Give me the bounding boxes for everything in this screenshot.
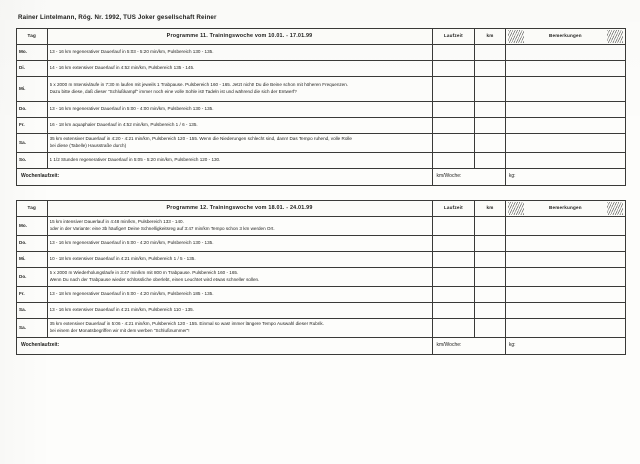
program-cell — [47, 153, 432, 169]
table-body-week-1 — [17, 45, 626, 186]
wochenlaufzeit-label: Wochenlaufzeit: — [17, 338, 433, 355]
program-line: bei einem der Monatsbegriffen wir mit dem werben "Schlußnummer"! — [49, 328, 190, 333]
bemerkungen-cell[interactable] — [505, 134, 625, 153]
bemerkungen-cell[interactable] — [505, 217, 625, 236]
km-cell[interactable] — [475, 268, 506, 287]
week-summary-row — [17, 338, 626, 355]
table-row — [17, 153, 626, 169]
km-cell[interactable] — [475, 102, 506, 118]
program-line: 35 km extensiver Dauerlauf in 5:06 - 4:21 min/km, Pulsbereich 120 - 155. Einmal so was! immer längere Tempo Auswahl dieser Rubrik. — [49, 321, 324, 327]
kg-label[interactable]: kg: — [505, 169, 625, 186]
program-cell — [47, 217, 432, 236]
program-line: Dazu bitte diese, daß dieser "Schlußkampf" immer noch eine volle Sohle ist! Tadeln ist und während die sich der Entwerf? — [49, 89, 297, 94]
program-line: 13 - 16 km regenerativer Dauerlauf in 5:03 - 5:20 min/km, Pulsbereich 130 - 135. — [49, 49, 214, 55]
laufzeit-cell[interactable] — [432, 287, 475, 303]
program-line: Wenn Du nach der Trabpause wieder schlüssliche oberlebt, einen Leuchtet wird etwas schneller sollen. — [49, 277, 260, 282]
laufzeit-cell[interactable] — [432, 134, 475, 153]
column-header-km: km — [475, 29, 506, 45]
km-cell[interactable] — [475, 77, 506, 102]
km-cell[interactable] — [475, 319, 506, 338]
km-cell[interactable] — [475, 236, 506, 252]
hatch-decoration-left-icon — [508, 30, 524, 43]
km-cell[interactable] — [475, 303, 506, 319]
laufzeit-cell[interactable] — [432, 45, 475, 61]
column-header-bemerkungen — [505, 201, 625, 217]
program-line: 1 1/2 Stunden regenerativer Dauerlauf in 5:05 - 5:20 min/km, Pulsbereich 120 - 130. — [49, 157, 221, 163]
km-cell[interactable] — [475, 252, 506, 268]
day-cell: Mi. — [17, 77, 48, 102]
day-cell: Mi. — [17, 252, 48, 268]
program-line: 13 - 16 km regenerativer Dauerlauf in 5:00 - 4:00 min/km, Pulsbereich 130 - 135. — [49, 106, 214, 112]
laufzeit-cell[interactable] — [432, 303, 475, 319]
km-per-week-label[interactable]: km/Woche: — [432, 338, 505, 355]
table-row — [17, 252, 626, 268]
laufzeit-cell[interactable] — [432, 153, 475, 169]
bemerkungen-cell[interactable] — [505, 102, 625, 118]
program-line: 35 km extensiver Dauerlauf in 4:20 - 4:21 min/km, Pulsbereich 120 - 155. Wenn die Niederungen schlecht sind, dann! Das Tempo ruhend, volle Rolle — [49, 136, 352, 142]
column-header-laufzeit: Laufzeit — [432, 201, 475, 217]
column-header-bemerkungen-label: Bemerkungen — [548, 33, 582, 39]
laufzeit-cell[interactable] — [432, 268, 475, 287]
program-line: 5 x 2000 m Wiederholungsläufe in 3:47 min/km mit 800 m Trabpause. Pulsbereich 160 - 165. — [49, 270, 239, 276]
column-header-km: km — [475, 201, 506, 217]
program-cell — [47, 319, 432, 338]
program-cell — [47, 287, 432, 303]
program-cell — [47, 118, 432, 134]
laufzeit-cell[interactable] — [432, 77, 475, 102]
table-row — [17, 236, 626, 252]
day-cell: Mo. — [17, 45, 48, 61]
day-cell: So. — [17, 153, 48, 169]
table-row — [17, 77, 626, 102]
program-cell — [47, 77, 432, 102]
column-header-program: Programme 11. Trainingswoche vom 10.01. - 17.01.99 — [47, 29, 432, 45]
program-line: 14 - 16 km extensiver Dauerlauf in 4:52 min/km, Pulsbereich 135 - 145. — [49, 65, 195, 71]
bemerkungen-cell[interactable] — [505, 236, 625, 252]
table-row — [17, 118, 626, 134]
program-line: 16 - 18 km aquaphaler Dauerlauf in 4:52 min/km, Pulsbereich 1 / 6 - 135. — [49, 122, 198, 128]
km-cell[interactable] — [475, 153, 506, 169]
bemerkungen-cell[interactable] — [505, 118, 625, 134]
day-cell: Sa. — [17, 134, 48, 153]
program-cell — [47, 236, 432, 252]
column-header-bemerkungen-label: Bemerkungen — [548, 205, 582, 211]
table-row — [17, 61, 626, 77]
table-row — [17, 217, 626, 236]
program-line: bei diese (Tabelle) Hausstraße durch) — [49, 143, 127, 148]
km-cell[interactable] — [475, 61, 506, 77]
column-header-day: Tag — [17, 201, 48, 217]
laufzeit-cell[interactable] — [432, 236, 475, 252]
bemerkungen-cell[interactable] — [505, 61, 625, 77]
day-cell: Do. — [17, 102, 48, 118]
laufzeit-cell[interactable] — [432, 252, 475, 268]
laufzeit-cell[interactable] — [432, 102, 475, 118]
bemerkungen-cell[interactable] — [505, 287, 625, 303]
laufzeit-cell[interactable] — [432, 319, 475, 338]
km-cell[interactable] — [475, 134, 506, 153]
bemerkungen-cell[interactable] — [505, 153, 625, 169]
km-cell[interactable] — [475, 45, 506, 61]
program-cell — [47, 268, 432, 287]
day-cell: Di. — [17, 61, 48, 77]
program-cell — [47, 134, 432, 153]
week-summary-row — [17, 169, 626, 186]
table-row — [17, 45, 626, 61]
table-body-week-2 — [17, 217, 626, 355]
hatch-decoration-right-icon — [607, 202, 623, 215]
program-cell — [47, 252, 432, 268]
km-cell[interactable] — [475, 118, 506, 134]
bemerkungen-cell[interactable] — [505, 77, 625, 102]
bemerkungen-cell[interactable] — [505, 319, 625, 338]
day-cell: Do. — [17, 268, 48, 287]
program-line: 5 x 2000 m Intensivläufe in 7:30 m laufen mit jeweils 1 Trabpause. Pulsbereich 160 - 165. Jetzt nicht! Du die Beine schon mit höheren Frequenzen. — [49, 82, 349, 88]
hatch-decoration-left-icon — [508, 202, 524, 215]
day-cell: Fr. — [17, 287, 48, 303]
program-line: 13 - 16 km extensiver Dauerlauf in 4:21 min/km, Pulsbereich 110 - 135. — [49, 307, 194, 313]
program-line: oder in der Variante: eine 3b häufiger! Deine Schnelligkeitsreg auf 3:47 min/km Tempo schon 3 km werden Ort. — [49, 226, 275, 231]
column-header-program: Programme 12. Trainingswoche vom 18.01. - 24.01.99 — [47, 201, 432, 217]
laufzeit-cell[interactable] — [432, 118, 475, 134]
laufzeit-cell[interactable] — [432, 61, 475, 77]
km-per-week-label[interactable]: km/Woche: — [432, 169, 505, 186]
training-week-table-1 — [16, 28, 626, 186]
bemerkungen-cell[interactable] — [505, 303, 625, 319]
day-cell: Sa. — [17, 303, 48, 319]
table-header-row — [17, 29, 626, 45]
kg-label[interactable]: kg: — [505, 338, 625, 355]
program-line: 13 - 18 km regenerativer Dauerlauf in 5:00 - 4:20 min/km, Pulsbereich 185 - 135. — [49, 291, 214, 297]
bemerkungen-cell[interactable] — [505, 45, 625, 61]
training-week-table-2 — [16, 200, 626, 355]
program-cell — [47, 61, 432, 77]
table-row — [17, 102, 626, 118]
day-cell: Mo. — [17, 217, 48, 236]
program-line: 15 km intensiver Dauerlauf in 4:48 min/km, Pulsbereich 133 - 140. — [49, 219, 184, 225]
column-header-laufzeit: Laufzeit — [432, 29, 475, 45]
program-cell — [47, 45, 432, 61]
table-row — [17, 319, 626, 338]
hatch-decoration-right-icon — [607, 30, 623, 43]
program-cell — [47, 102, 432, 118]
table-row — [17, 134, 626, 153]
km-cell[interactable] — [475, 217, 506, 236]
document-header: Rainer Lintelmann, Rög. Nr. 1992, TUS Joker gesellschaft Reiner — [18, 14, 217, 21]
column-header-bemerkungen — [505, 29, 625, 45]
table-row — [17, 303, 626, 319]
km-cell[interactable] — [475, 287, 506, 303]
bemerkungen-cell[interactable] — [505, 252, 625, 268]
table-header-row — [17, 201, 626, 217]
day-cell: Sa. — [17, 319, 48, 338]
day-cell: Do. — [17, 236, 48, 252]
program-line: 10 - 18 km extensiver Dauerlauf in 4:21 min/km, Pulsbereich 1 / 5 - 135. — [49, 256, 196, 262]
bemerkungen-cell[interactable] — [505, 268, 625, 287]
column-header-day: Tag — [17, 29, 48, 45]
wochenlaufzeit-label: Wochenlaufzeit: — [17, 169, 433, 186]
program-line: 13 - 16 km regenerativer Dauerlauf in 5:00 - 4:20 min/km, Pulsbereich 130 - 135. — [49, 240, 214, 246]
table-row — [17, 287, 626, 303]
laufzeit-cell[interactable] — [432, 217, 475, 236]
day-cell: Fr. — [17, 118, 48, 134]
program-cell — [47, 303, 432, 319]
table-row — [17, 268, 626, 287]
